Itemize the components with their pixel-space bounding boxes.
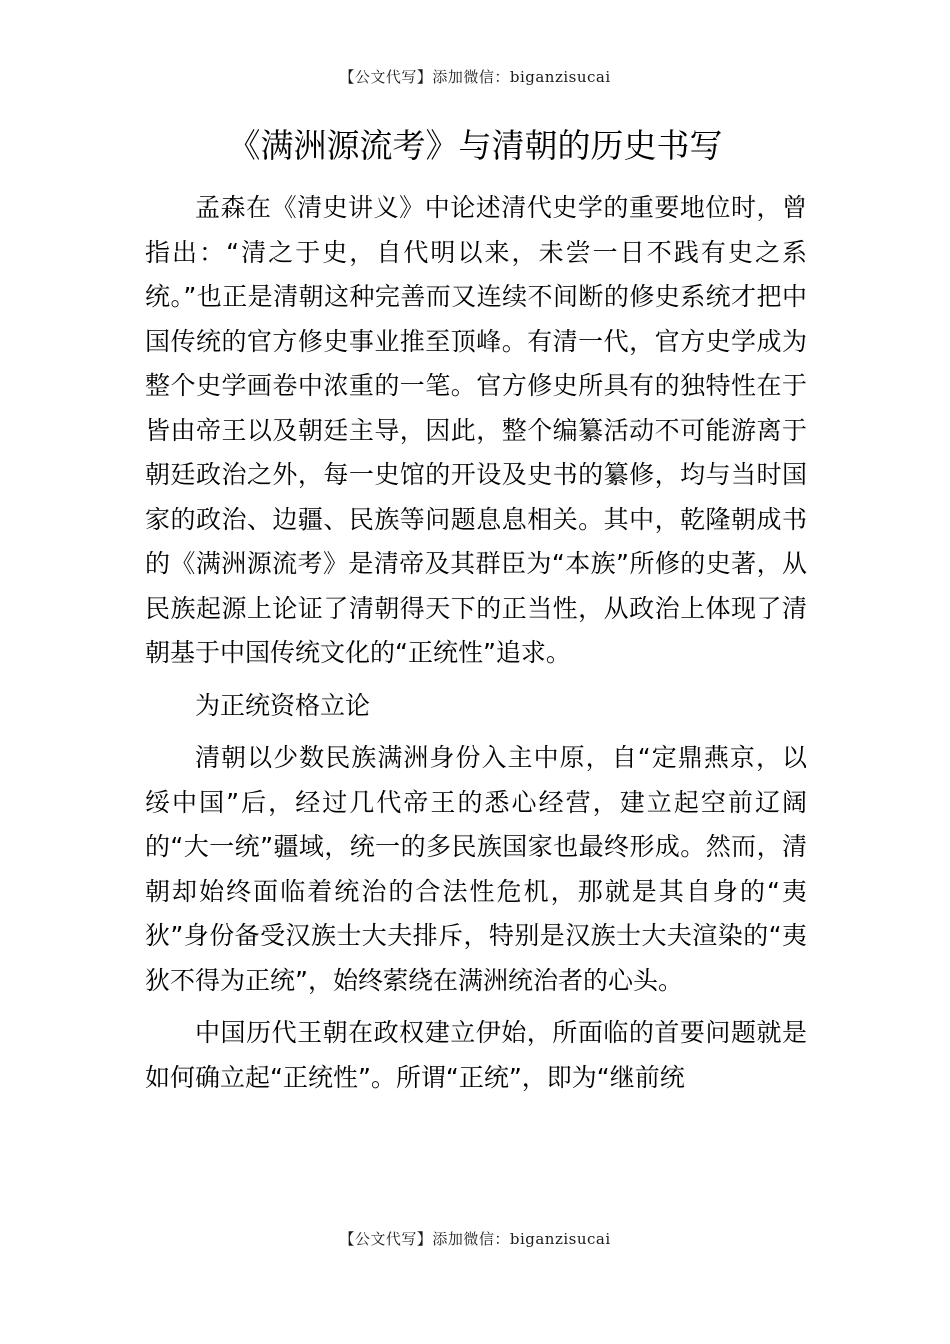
document-title: 《满洲源流考》与清朝的历史书写	[227, 126, 723, 165]
paragraph-orthodoxy: 中国历代王朝在政权建立伊始，所面临的首要问题就是如何确立起“正统性”。所谓“正统”，即为“继前统	[145, 1018, 807, 1092]
paragraph-intro: 孟森在《清史讲义》中论述清代史学的重要地位时，曾指出：“清之于史，自代明以来，未尝一日不践有史之系统。”也正是清朝这种完善而又连续不间断的修史系统才把中国传统的官方修史事业推至顶峰。有清一代，官方史学成为整个史学画卷中浓重的一笔。官方修史所具有的独特性在于皆由帝王以及朝廷主导，因此，整个编纂活动不可能游离于朝廷政治之外，每一史馆的开设及史书的纂修，均与当时国家的政治、边疆、民族等问题息息相关。其中，乾隆朝成书的《满洲源流考》是清帝及其群臣为“本族”所修的史著，从民族起源上论证了清朝得天下的正当性，从政治上体现了清朝基于中国传统文化的“正统性”追求。	[145, 193, 807, 667]
document-body	[145, 186, 807, 1100]
section-heading: 为正统资格立论	[195, 690, 371, 720]
page-footer: 【公文代写】添加微信：biganzisucai	[339, 1230, 611, 1248]
page-header: 【公文代写】添加微信：biganzisucai	[339, 68, 611, 86]
paragraph-qing-legitimacy: 清朝以少数民族满洲身份入主中原，自“定鼎燕京，以绥中国”后，经过几代帝王的悉心经营，建立起空前辽阔的“大一统”疆域，统一的多民族国家也最终形成。然而，清朝却始终面临着统治的合法性危机，那就是其自身的“夷狄”身份备受汉族士大夫排斥，特别是汉族士大夫渲染的“夷狄不得为正统”，始终萦绕在满洲统治者的心头。	[145, 743, 807, 995]
